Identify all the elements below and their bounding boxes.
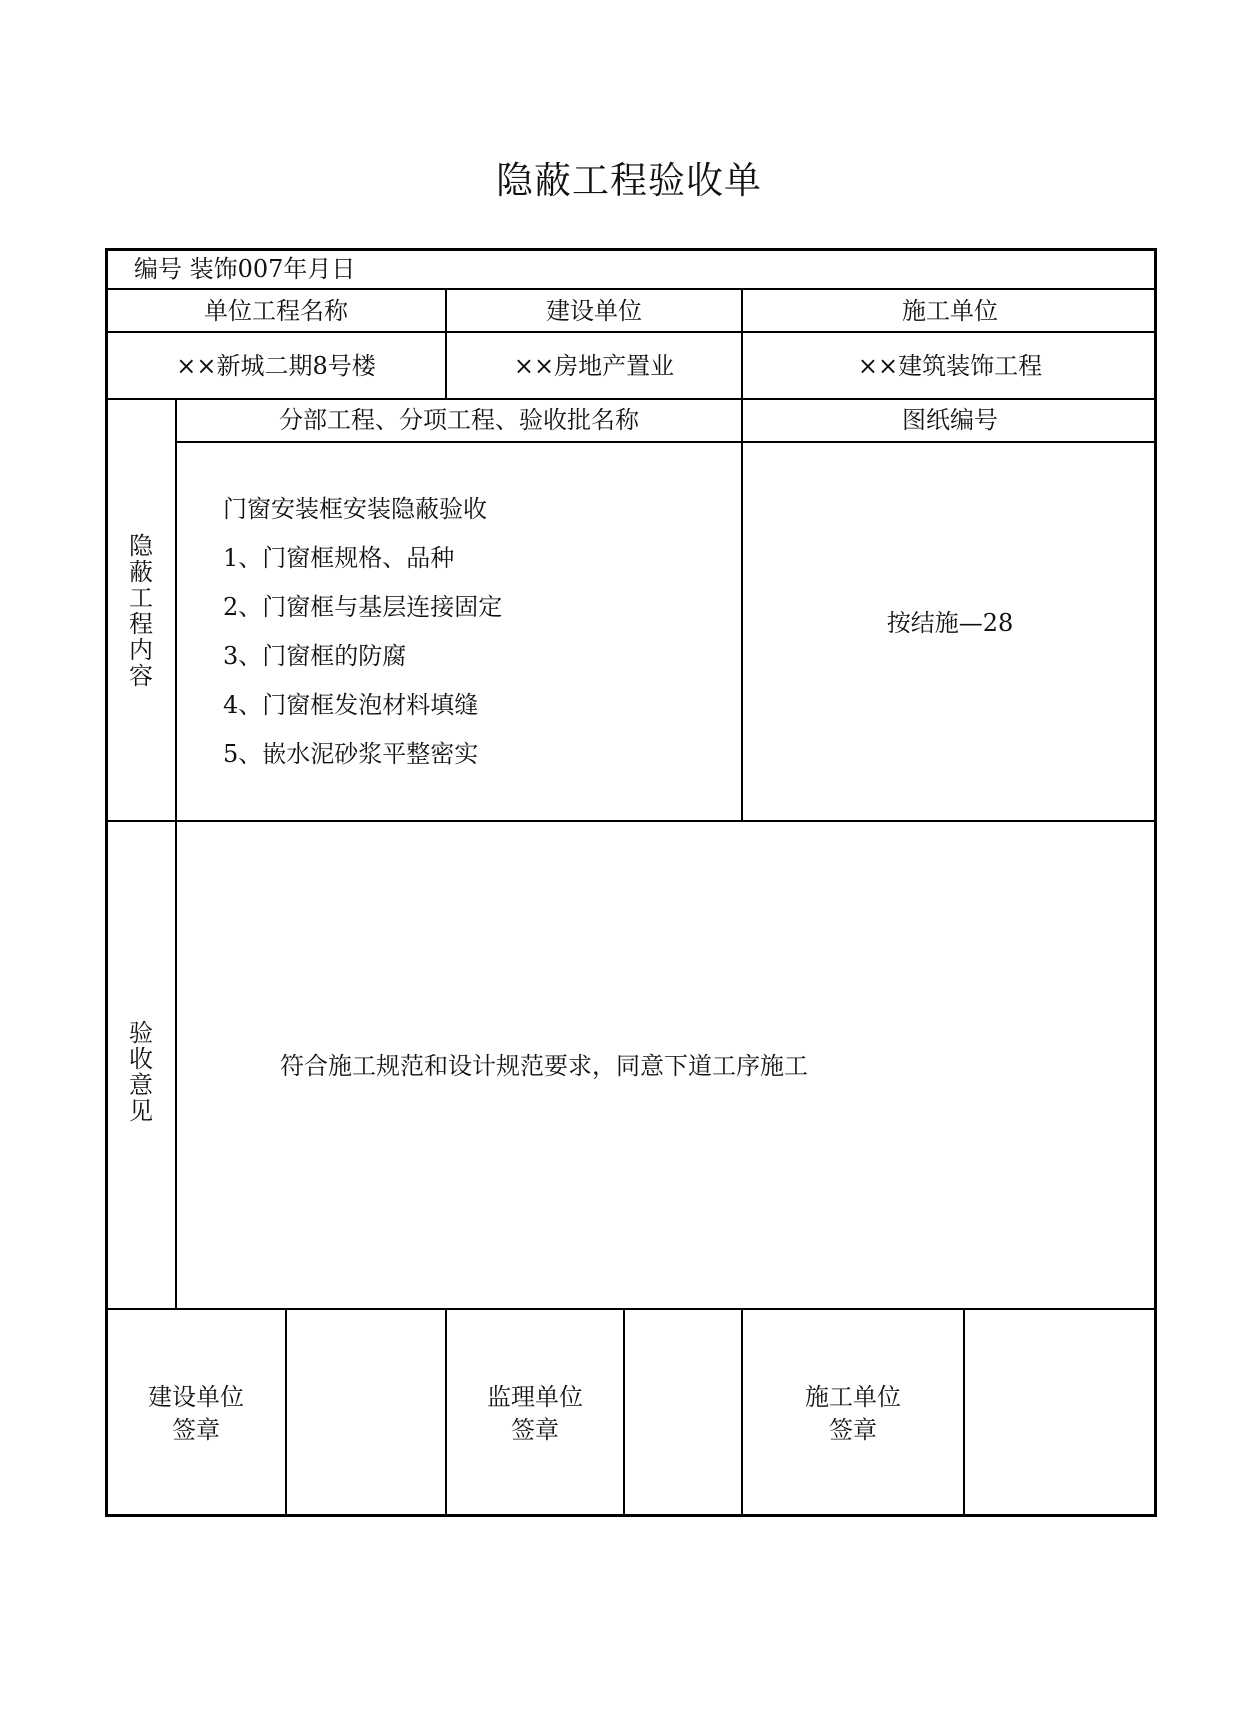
row-divider xyxy=(105,288,1157,290)
serial-number: 编号 装饰007年月日 xyxy=(134,255,356,283)
supervisor-signature-stamp: 签章 xyxy=(511,1416,559,1444)
drawing-no-value: 按结施—28 xyxy=(886,609,1014,637)
column-divider xyxy=(741,1308,743,1517)
list-item: 3、门窗框的防腐 xyxy=(223,642,407,670)
opinion-label: 验收意见 xyxy=(129,1019,153,1125)
supervisor-signature-box[interactable] xyxy=(625,1310,741,1515)
row-divider xyxy=(105,820,1157,822)
drawing-no-header: 图纸编号 xyxy=(902,406,998,434)
contractor-header: 施工单位 xyxy=(902,297,998,325)
hidden-work-list xyxy=(223,494,502,788)
builder-value: ××房地产置业 xyxy=(513,352,675,380)
list-item: 2、门窗框与基层连接固定 xyxy=(223,593,503,621)
list-item: 门窗安装框安装隐蔽验收 xyxy=(223,495,487,523)
contractor-value: ××建筑装饰工程 xyxy=(857,352,1043,380)
list-item: 1、门窗框规格、品种 xyxy=(223,544,455,572)
project-name-value: ××新城二期8号楼 xyxy=(176,352,376,380)
project-name-header: 单位工程名称 xyxy=(204,297,348,325)
item-name-header: 分部工程、分项工程、验收批名称 xyxy=(279,406,639,434)
contractor-signature-stamp: 签章 xyxy=(829,1416,877,1444)
row-divider xyxy=(105,398,1157,400)
column-divider xyxy=(445,1308,447,1517)
list-item: 4、门窗框发泡材料填缝 xyxy=(223,691,479,719)
builder-signature-unit: 建设单位 xyxy=(148,1383,244,1411)
list-item: 5、嵌水泥砂浆平整密实 xyxy=(223,740,479,768)
page-title: 隐蔽工程验收单 xyxy=(496,159,762,202)
builder-header: 建设单位 xyxy=(546,297,642,325)
row-divider xyxy=(105,331,1157,333)
opinion-text: 符合施工规范和设计规范要求，同意下道工序施工 xyxy=(280,1052,808,1080)
hidden-work-label: 隐蔽工程内容 xyxy=(129,532,153,690)
contractor-signature-box[interactable] xyxy=(965,1310,1154,1515)
contractor-signature-unit: 施工单位 xyxy=(805,1383,901,1411)
row-divider xyxy=(175,441,1157,443)
builder-signature-stamp: 签章 xyxy=(172,1416,220,1444)
column-divider xyxy=(175,398,177,1308)
supervisor-signature-unit: 监理单位 xyxy=(487,1383,583,1411)
builder-signature-box[interactable] xyxy=(287,1310,445,1515)
